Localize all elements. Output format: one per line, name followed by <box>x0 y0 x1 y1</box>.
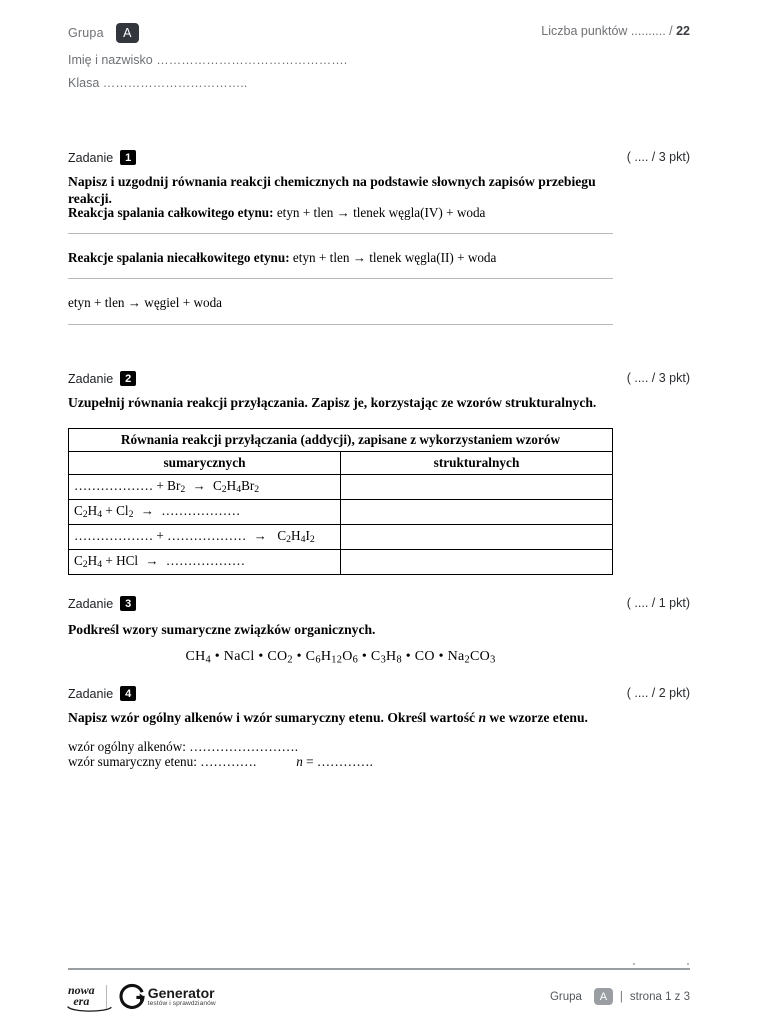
task-2-number-badge: 2 <box>120 371 136 386</box>
task-1-number-badge: 1 <box>120 150 136 165</box>
task-4-number-badge: 4 <box>120 686 136 701</box>
footer-artifact-dot-right <box>687 963 689 965</box>
task-1-answer-rule-1 <box>68 233 613 234</box>
table-row <box>69 525 613 550</box>
task-4-label: Zadanie <box>68 686 114 701</box>
generator-text <box>148 986 216 1008</box>
table-row <box>69 475 613 500</box>
points-prefix: Liczba punktów .......... / <box>541 24 677 38</box>
task-1-eq1-body: etyn + tlen → tlenek węgla(IV) + woda <box>273 205 486 220</box>
task-4-line2-prefix: wzór sumaryczny etenu: …………. <box>68 754 257 769</box>
addition-reactions-table <box>68 428 613 575</box>
footer-artifact-dot-left <box>633 963 635 965</box>
task-4-answer-line-2[interactable] <box>68 754 373 770</box>
table-row <box>69 550 613 575</box>
task-1-label: Zadanie <box>68 150 114 165</box>
equation-cell-3[interactable]: ……………… + ……………… → $C_2H_4I_2$ <box>69 525 341 550</box>
equation-cell-2[interactable]: $C_2H_4 + Cl_2$ → ……………… <box>69 500 341 525</box>
task-4-prompt: Napisz wzór ogólny alkenów i wzór sumaryczny etenu. Określ wartość n we wzorze etenu. <box>68 710 588 725</box>
task-2-prompt: Uzupełnij równania reakcji przyłączania. Zapisz je, korzystając ze wzorów strukturalnych. <box>68 395 597 410</box>
group-badge: A <box>116 23 139 43</box>
footer-divider <box>68 968 690 970</box>
footer-separator: | <box>619 990 623 1003</box>
footer-page-number: strona 1 z 3 <box>629 990 690 1003</box>
task-1-equation-3: etyn + tlen → węgiel + woda <box>68 295 223 310</box>
task-4-answer-line-1[interactable]: wzór ogólny alkenów: ……………………. <box>68 739 299 754</box>
task-1-equation-1 <box>68 204 668 221</box>
task-3-number-badge: 3 <box>120 596 136 611</box>
name-field[interactable]: Imię i nazwisko ………………………………………. <box>68 53 348 67</box>
task-1-eq2-label: Reakcje spalania niecałkowitego etynu: <box>68 250 290 265</box>
task-4-header <box>68 686 690 701</box>
task-4-line2-suffix: = …………. <box>302 754 373 769</box>
structural-cell-4[interactable] <box>341 550 613 575</box>
task-3-header <box>68 596 690 611</box>
table-title-row <box>69 429 613 452</box>
task-1-eq1-label: Reakcja spalania całkowitego etynu: <box>68 205 274 220</box>
generator-g-icon <box>118 983 148 1011</box>
group-row <box>68 22 690 44</box>
equation-cell-1[interactable]: ……………… + $Br_2 \to C_2H_4Br_2$ <box>69 475 341 500</box>
class-field[interactable]: Klasa …………………………….. <box>68 76 248 90</box>
task-2-points: ( .... / 3 pkt) <box>626 371 690 385</box>
task-1-answer-rule-3 <box>68 324 613 325</box>
task-4-points: ( .... / 2 pkt) <box>626 686 690 700</box>
table-title: Równania reakcji przyłączania (addycji), zapisane z wykorzystaniem wzorów <box>69 429 613 452</box>
task-1-header <box>68 150 690 165</box>
footer-group-badge: A <box>594 988 613 1005</box>
column-header-strukturalnych: strukturalnych <box>341 452 613 475</box>
task-3-prompt: Podkreśl wzory sumaryczne związków organicznych. <box>68 622 376 637</box>
generator-title: Generator <box>147 985 215 1002</box>
nowa-era-logo-line2: era <box>73 994 90 1008</box>
column-header-sumarycznych: sumarycznych <box>69 452 341 475</box>
nowa-era-logo <box>68 985 95 1009</box>
variable-n: n <box>296 754 303 769</box>
task-3-points: ( .... / 1 pkt) <box>626 596 690 610</box>
task-1-equation-2 <box>68 249 668 266</box>
footer-page-info <box>550 988 690 1005</box>
task-1-eq2-body: etyn + tlen → tlenek węgla(II) + woda <box>289 250 497 265</box>
nowa-era-logo-line1: nowa <box>68 983 95 997</box>
formula-list[interactable]: $CH_4$ • NaCl • $CO_2$ • $C_6H_{12}O_6$ • $C_3H_8$ • CO • $Na_2CO_3$ <box>185 649 496 666</box>
footer-branding <box>68 980 216 1014</box>
structural-cell-3[interactable] <box>341 525 613 550</box>
structural-cell-1[interactable] <box>341 475 613 500</box>
task-1-points: ( .... / 3 pkt) <box>626 150 690 164</box>
points-total: 22 <box>676 24 690 38</box>
task-1-prompt: Napisz i uzgodnij równania reakcji chemicznych na podstawie słownych zapisów przebiegu reakcji. <box>68 174 596 207</box>
task-3-label: Zadanie <box>68 596 114 611</box>
page-header <box>68 22 690 90</box>
footer-group-label: Grupa <box>549 990 582 1003</box>
task-1-answer-rule-2 <box>68 278 613 279</box>
variable-n-inline: n <box>478 710 486 725</box>
table-row <box>69 500 613 525</box>
points-total-field <box>541 24 690 38</box>
generator-subtitle: testów i sprawdzianów <box>147 999 216 1007</box>
task-2-header <box>68 371 690 386</box>
group-label: Grupa <box>68 26 104 40</box>
table-column-header-row <box>69 452 613 475</box>
nowa-era-swoosh-icon <box>67 1006 113 1013</box>
structural-cell-2[interactable] <box>341 500 613 525</box>
equation-cell-4[interactable]: $C_2H_4$ + HCl → ……………… <box>69 550 341 575</box>
task-2-label: Zadanie <box>68 371 114 386</box>
